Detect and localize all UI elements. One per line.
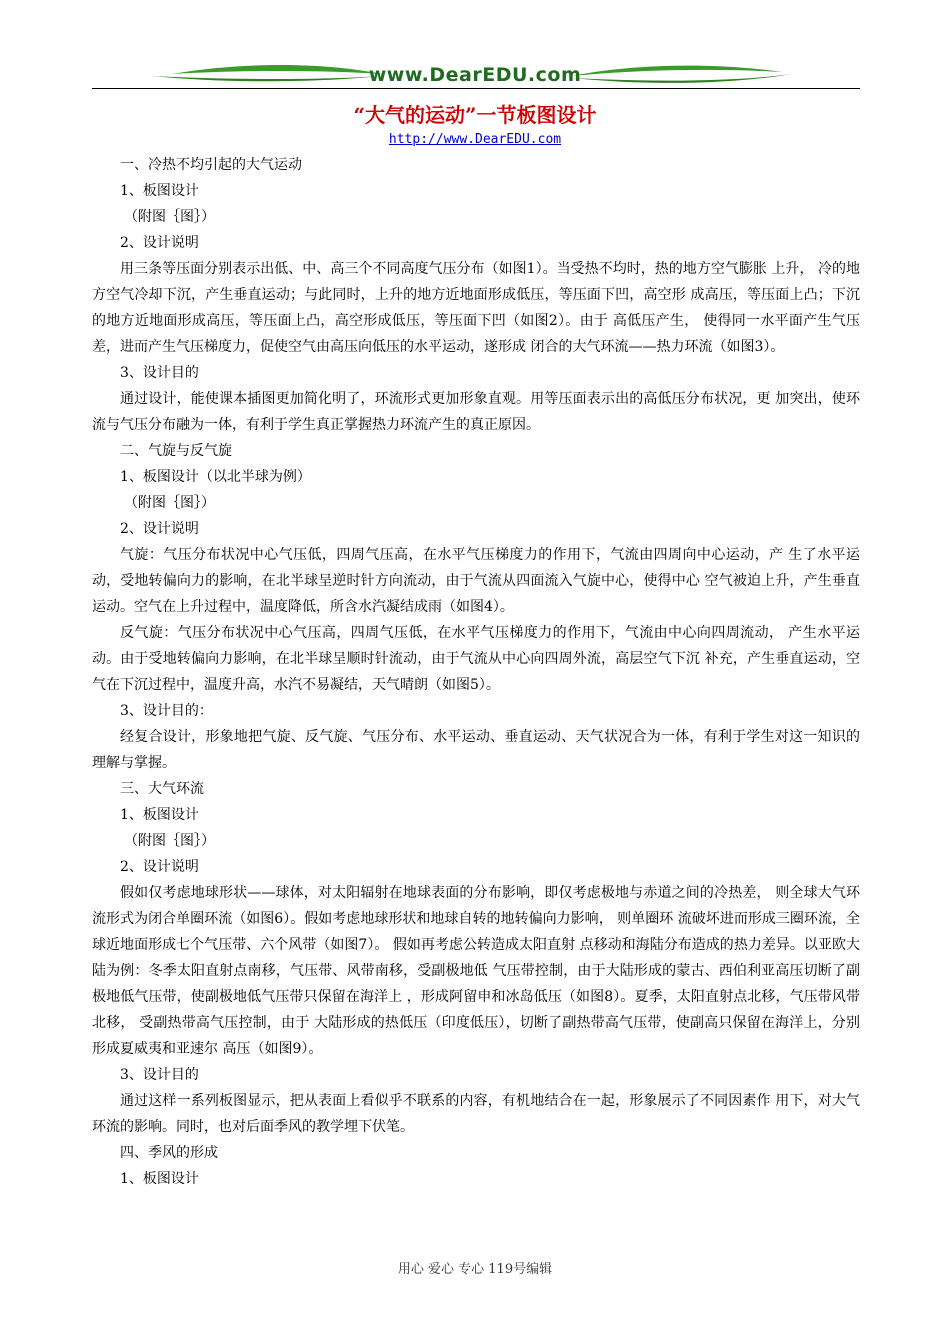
paragraph: 反气旋：气压分布状况中心气压高，四周气压低，在水平气压梯度力的作用下，气流由中心向四周流动， 产生水平运动。由于受地转偏向力影响，在北半球呈顺时针流动，由于气流从中心向四周外流，高层空气下沉 补充，产生垂直运动，空气在下沉过程中，温度升高，水汽不易凝结，天气晴朗（如图5）。 (92, 625, 860, 693)
section-heading: 四、季风的形成 (120, 1145, 218, 1161)
subheading: 2、设计说明 (120, 859, 199, 875)
figure-placeholder: （附图｛图｝） (124, 833, 215, 849)
subheading: 3、设计目的 (120, 1067, 199, 1083)
subheading: 1、板图设计 (120, 807, 199, 823)
paragraph: 用三条等压面分别表示出低、中、高三个不同高度气压分布（如图1）。当受热不均时，热的地方空气膨胀 上升， 冷的地方空气冷却下沉，产生垂直运动；与此同时，上升的地方近地面形成低压，等压面下凹，高空形 成高压，等压面上凸；下沉的地方近地面形成高压，等压面上凸，高空形成低压，等压面下凹（如图2）。由于 高低压产生， 使得同一水平面产生气压差，进而产生气压梯度力，促使空气由高压向低压的水平运动，遂形成 闭合的大气环流——热力环流（如图3）。 (92, 261, 860, 355)
subheading: 3、设计目的 (120, 365, 199, 381)
paragraph: 通过设计，能使课本插图更加简化明了，环流形式更加形象直观。用等压面表示出的高低压分布状况，更 加突出，使环流与气压分布融为一体，有利于学生真正掌握热力环流产生的真正原因。 (92, 391, 860, 433)
figure-placeholder: （附图｛图｝） (124, 495, 215, 511)
page-footer: 用心 爱心 专心 119号编辑 (397, 1262, 553, 1277)
header-rule (92, 88, 860, 89)
source-link[interactable]: http://www.DearEDU.com (388, 132, 562, 147)
subheading: 1、板图设计 (120, 1171, 199, 1187)
document-title: “大气的运动”一节板图设计 (353, 103, 597, 127)
section-heading: 三、大气环流 (120, 781, 204, 797)
subheading: 1、板图设计 (120, 183, 199, 199)
paragraph: 经复合设计，形象地把气旋、反气旋、气压分布、水平运动、垂直运动、天气状况合为一体，有利于学生对这一知识的理解与掌握。 (92, 729, 860, 771)
paragraph: 假如仅考虑地球形状——球体，对太阳辐射在地球表面的分布影响，即仅考虑极地与赤道之间的冷热差， 则全球大气环流形式为闭合单圈环流（如图6）。假如考虑地球形状和地球自转的地转偏向力影响， 则单圈环 流破坏进而形成三圈环流，全球近地面形成七个气压带、六个风带（如图7）。 假如再考虑公转造成太阳直射 点移动和海陆分布造成的热力差异。以亚欧大陆为例：冬季太阳直射点南移，气压带、风带南移，受副极地低 气压带控制，由于大陆形成的蒙古、西伯利亚高压切断了副极地低气压带，使副极地低气压带只保留在海洋上 ，形成阿留申和冰岛低压（如图8）。夏季，太阳直射点北移，气压带风带北移， 受副热带高气压控制，由于 大陆形成的热低压（印度低压），切断了副热带高气压带，使副高只保留在海洋上，分别形成夏威夷和亚速尔 高压（如图9）。 (92, 885, 860, 1057)
figure-placeholder: （附图｛图｝） (124, 209, 215, 225)
site-name: www.DearEDU.com (368, 64, 582, 86)
section-heading: 二、气旋与反气旋 (120, 443, 232, 459)
paragraph: 通过这样一系列板图显示，把从表面上看似乎不联系的内容，有机地结合在一起，形象展示了不同因素作 用下，对大气环流的影响。同时，也对后面季风的教学埋下伏笔。 (92, 1093, 860, 1135)
subheading: 2、设计说明 (120, 521, 199, 537)
paragraph: 气旋：气压分布状况中心气压低，四周气压高，在水平气压梯度力的作用下，气流由四周向中心运动，产 生了水平运动，受地转偏向力的影响，在北半球呈逆时针方向流动，由于气流从四面流入气旋中心，使得中心 空气被迫上升，产生垂直运动。空气在上升过程中，温度降低，所含水汽凝结成雨（如图4）。 (92, 547, 860, 615)
document-body (92, 152, 860, 1192)
subheading: 3、设计目的： (120, 703, 213, 719)
subheading: 1、板图设计（以北半球为例） (120, 469, 311, 485)
section-heading: 一、冷热不均引起的大气运动 (120, 157, 302, 173)
subheading: 2、设计说明 (120, 235, 199, 251)
